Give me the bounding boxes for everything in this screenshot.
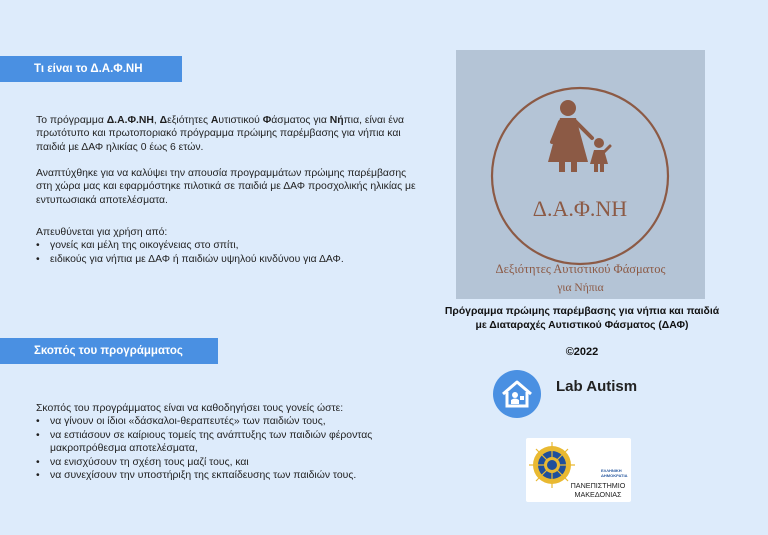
list-item: • να εστιάσουν σε καίριους τομείς της ανάπτυξης των παιδιών φέροντας μακροπρόθεσμα αποτελέσματα, (36, 429, 436, 456)
purpose-intro: Σκοπός του προγράμματος είναι να καθοδηγήσει τους γονείς ώστε: (36, 403, 344, 414)
university-logo (526, 438, 631, 502)
intro-paragraph: Το πρόγραμμα Δ.Α.Φ.ΝΗ, Δεξιότητες Αυτιστικού Φάσματος για Νήπια, είναι ένα πρωτότυπο και πρωτοποριακό πρόγραμμα πρώιμης παρέμβασης για νήπια και παιδιά με ΔΑΦ ηλικίας 0 έως 6 ετών. (36, 115, 405, 153)
purpose-block (36, 402, 436, 482)
lab-autism-logo (493, 370, 541, 418)
caption-line: Πρόγραμμα πρώιμης παρέμβασης για νήπια και παιδιά (444, 306, 720, 317)
lab-autism-name: Lab Autism (556, 378, 638, 395)
program-caption (412, 305, 752, 334)
audience-block (36, 226, 416, 266)
caption-line: με Διαταραχές Αυτιστικού Φάσματος (ΔΑΦ) (475, 320, 689, 332)
list-item: • να γίνουν οι ίδιοι «δάσκαλοι-θεραπευτές» των παιδιών τους, (36, 415, 436, 428)
list-item: • γονείς και μέλη της οικογένειας στο σπίτι, (36, 239, 416, 252)
list-item: • ειδικούς για νήπια με ΔΑΦ ή παιδιών υψηλού κινδύνου για ΔΑΦ. (36, 253, 416, 266)
purpose-list (36, 415, 436, 482)
list-item: • να συνεχίσουν την υποστήριξη της εκπαίδευσης των παιδιών τους. (36, 469, 436, 482)
house-person-icon (493, 370, 541, 418)
uni-country: ΕΛΛΗΝΙΚΗ ΔΗΜΟΚΡΑΤΙΑ (601, 468, 628, 478)
section-title-purpose: Σκοπός του προγράμματος (0, 338, 218, 364)
logo-subtitle-1: Δεξιότητες Αυτιστικού Φάσματος (495, 262, 666, 276)
list-item: • να ενισχύσουν τη σχέση τους μαζί τους, και (36, 456, 436, 469)
section-title-what-is: Τι είναι το Δ.Α.Φ.ΝΗ (0, 56, 182, 82)
uni-name: ΠΑΝΕΠΙΣΤΗΜΙΟ ΜΑΚΕΔΟΝΙΑΣ (570, 481, 626, 499)
logo-subtitle-2: για Νήπια (557, 282, 604, 294)
logo-title: Δ.Α.Φ.ΝΗ (532, 196, 628, 221)
copyright: ©2022 (565, 346, 599, 358)
audience-list (36, 239, 416, 266)
audience-intro: Απευθύνεται για χρήση από: (36, 227, 168, 238)
development-paragraph: Αναπτύχθηκε για να καλύψει την απουσία προγραμμάτων πρώιμης παρέμβασης στη χώρα μας και εφαρμόστηκε πιλοτικά σε παιδιά με ΔΑΦ προσχολικής ηλικίας με εντυπωσιακά αποτελέσματα. (36, 168, 416, 206)
